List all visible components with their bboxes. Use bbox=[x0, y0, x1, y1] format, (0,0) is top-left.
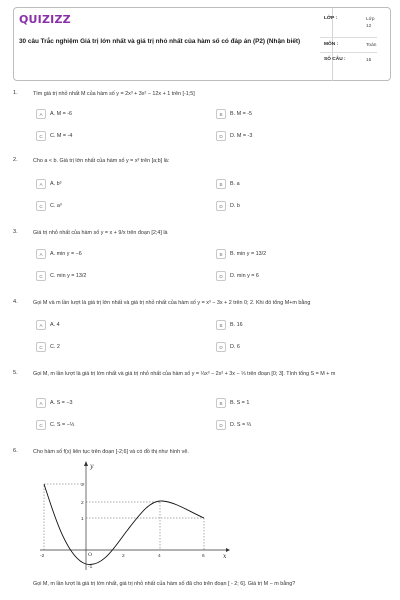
subject-label: MÔN : bbox=[324, 42, 339, 47]
x-axis-label: x bbox=[223, 553, 227, 560]
x-axis-arrow bbox=[226, 548, 230, 552]
option-text: D. S = ⅔ bbox=[230, 421, 252, 428]
option-text: B. 16 bbox=[230, 321, 243, 328]
option-text: A. S = −3 bbox=[50, 399, 73, 406]
option-letter: A bbox=[36, 179, 46, 189]
tick-y: 1 bbox=[81, 517, 84, 522]
option-d[interactable] bbox=[216, 271, 366, 281]
question-text: Gọi M và m lần lượt là giá trị lớn nhất và giá trị nhỏ nhất của hàm số y = x³ − 3x + 2 trên 0; 2. Khi đó tổng M+m bằng bbox=[33, 300, 311, 306]
option-letter: B bbox=[216, 249, 226, 259]
option-b[interactable] bbox=[216, 398, 366, 408]
option-letter: D bbox=[216, 342, 226, 352]
option-letter: D bbox=[216, 420, 226, 430]
option-text: B. a bbox=[230, 180, 240, 187]
guide-lines bbox=[44, 484, 204, 550]
question-number: 6. bbox=[13, 448, 18, 454]
option-text: D. M = -3 bbox=[230, 132, 253, 139]
option-d[interactable] bbox=[216, 342, 366, 352]
question-number: 3. bbox=[13, 229, 18, 235]
question-text: Cho a < b. Giá trị lớn nhất của hàm số y = x³ trên [a;b] là: bbox=[33, 158, 170, 164]
option-c[interactable] bbox=[36, 271, 186, 281]
option-text: C. 2 bbox=[50, 343, 60, 350]
meta-divider bbox=[320, 52, 377, 53]
option-a[interactable] bbox=[36, 179, 186, 189]
tick-y: 2 bbox=[81, 501, 84, 506]
option-letter: B bbox=[216, 109, 226, 119]
class-label: LỚP : bbox=[324, 16, 338, 21]
tick-y: 3 bbox=[81, 483, 84, 488]
option-letter: D bbox=[216, 271, 226, 281]
y-axis-label: y bbox=[90, 463, 94, 470]
option-a[interactable] bbox=[36, 320, 186, 330]
option-c[interactable] bbox=[36, 342, 186, 352]
option-letter: C bbox=[36, 420, 46, 430]
y-axis-arrow bbox=[84, 461, 88, 466]
tick-x: -2 bbox=[40, 554, 45, 559]
option-letter: C bbox=[36, 342, 46, 352]
option-letter: A bbox=[36, 320, 46, 330]
question-number: 2. bbox=[13, 157, 18, 163]
option-text: A. M = -6 bbox=[50, 110, 73, 117]
option-d[interactable] bbox=[216, 201, 366, 211]
option-letter: D bbox=[216, 201, 226, 211]
option-text: A. b³ bbox=[50, 180, 62, 187]
tick-x: 2 bbox=[122, 554, 125, 559]
option-b[interactable] bbox=[216, 109, 366, 119]
option-letter: C bbox=[36, 201, 46, 211]
option-text: B. min y = 13/2 bbox=[230, 250, 267, 257]
option-letter: A bbox=[36, 249, 46, 259]
option-c[interactable] bbox=[36, 201, 186, 211]
question-text: Cho hàm số f(x) liên tục trên đoạn [-2;6] và có đồ thị như hình vẽ. bbox=[33, 449, 189, 455]
question-text: Giá trị nhỏ nhất của hàm số y = x + 9/x trên đoạn [2;4] là bbox=[33, 230, 168, 236]
tick-x: 4 bbox=[158, 554, 161, 559]
option-letter: B bbox=[216, 179, 226, 189]
option-text: A. 4 bbox=[50, 321, 60, 328]
option-c[interactable] bbox=[36, 420, 186, 430]
option-letter: C bbox=[36, 271, 46, 281]
option-letter: B bbox=[216, 398, 226, 408]
question-number: 5. bbox=[13, 370, 18, 376]
page-title: 30 câu Trắc nghiệm Giá trị lớn nhất và giá trị nhỏ nhất của hàm số có đáp án (P2) (Nhận biết) bbox=[19, 38, 301, 45]
option-d[interactable] bbox=[216, 131, 366, 141]
option-text: C. a³ bbox=[50, 202, 62, 209]
option-b[interactable] bbox=[216, 179, 366, 189]
option-letter: C bbox=[36, 131, 46, 141]
option-letter: A bbox=[36, 109, 46, 119]
option-text: B. S = 1 bbox=[230, 399, 250, 406]
option-text: C. min y = 13/2 bbox=[50, 272, 87, 279]
option-a[interactable] bbox=[36, 249, 186, 259]
function-graph bbox=[30, 458, 230, 574]
option-a[interactable] bbox=[36, 398, 186, 408]
option-text: B. M = -5 bbox=[230, 110, 253, 117]
option-d[interactable] bbox=[216, 420, 366, 430]
option-text: A. min y = −6 bbox=[50, 250, 82, 257]
option-b[interactable] bbox=[216, 320, 366, 330]
question-text: Gọi M, m lần lượt là giá trị lớn nhất, giá trị nhỏ nhất của hàm số đã cho trên đoạn [ - 2; 6]. Giá trị M − m bằng? bbox=[33, 581, 296, 587]
question-number: 4. bbox=[13, 299, 18, 305]
option-text: D. 6 bbox=[230, 343, 240, 350]
question-text: Tìm giá trị nhỏ nhất M của hàm số y = 2x³ + 3x² − 12x + 1 trên [-1;5] bbox=[33, 91, 195, 97]
meta-divider bbox=[320, 37, 377, 38]
option-a[interactable] bbox=[36, 109, 186, 119]
tick-y: -1 bbox=[88, 565, 93, 570]
question-number: 1. bbox=[13, 90, 18, 96]
option-text: C. M = -4 bbox=[50, 132, 73, 139]
count-label: SỐ CÂU : bbox=[324, 57, 346, 62]
subject-value: Toán bbox=[366, 43, 377, 48]
origin-label: O bbox=[88, 552, 93, 558]
option-text: D. b bbox=[230, 202, 240, 209]
question-text: Gọi M, m lần lượt là giá trị lớn nhất và giá trị nhỏ nhất của hàm số y = ⅓x³ − 2x² + 3x − ⅓ trên đoạn [0; 3]. Tính tổng S = M + m bbox=[33, 371, 336, 377]
option-b[interactable] bbox=[216, 249, 366, 259]
option-letter: A bbox=[36, 398, 46, 408]
option-letter: B bbox=[216, 320, 226, 330]
option-c[interactable] bbox=[36, 131, 186, 141]
option-text: C. S = −⅓ bbox=[50, 421, 75, 428]
quizizz-logo[interactable]: QUIZIZZ bbox=[19, 13, 71, 26]
option-text: D. min y = 6 bbox=[230, 272, 259, 279]
tick-x: 6 bbox=[202, 554, 205, 559]
function-curve bbox=[44, 484, 204, 565]
count-value: 15 bbox=[366, 58, 372, 63]
class-value: Lớp 12 bbox=[366, 17, 375, 29]
option-letter: D bbox=[216, 131, 226, 141]
